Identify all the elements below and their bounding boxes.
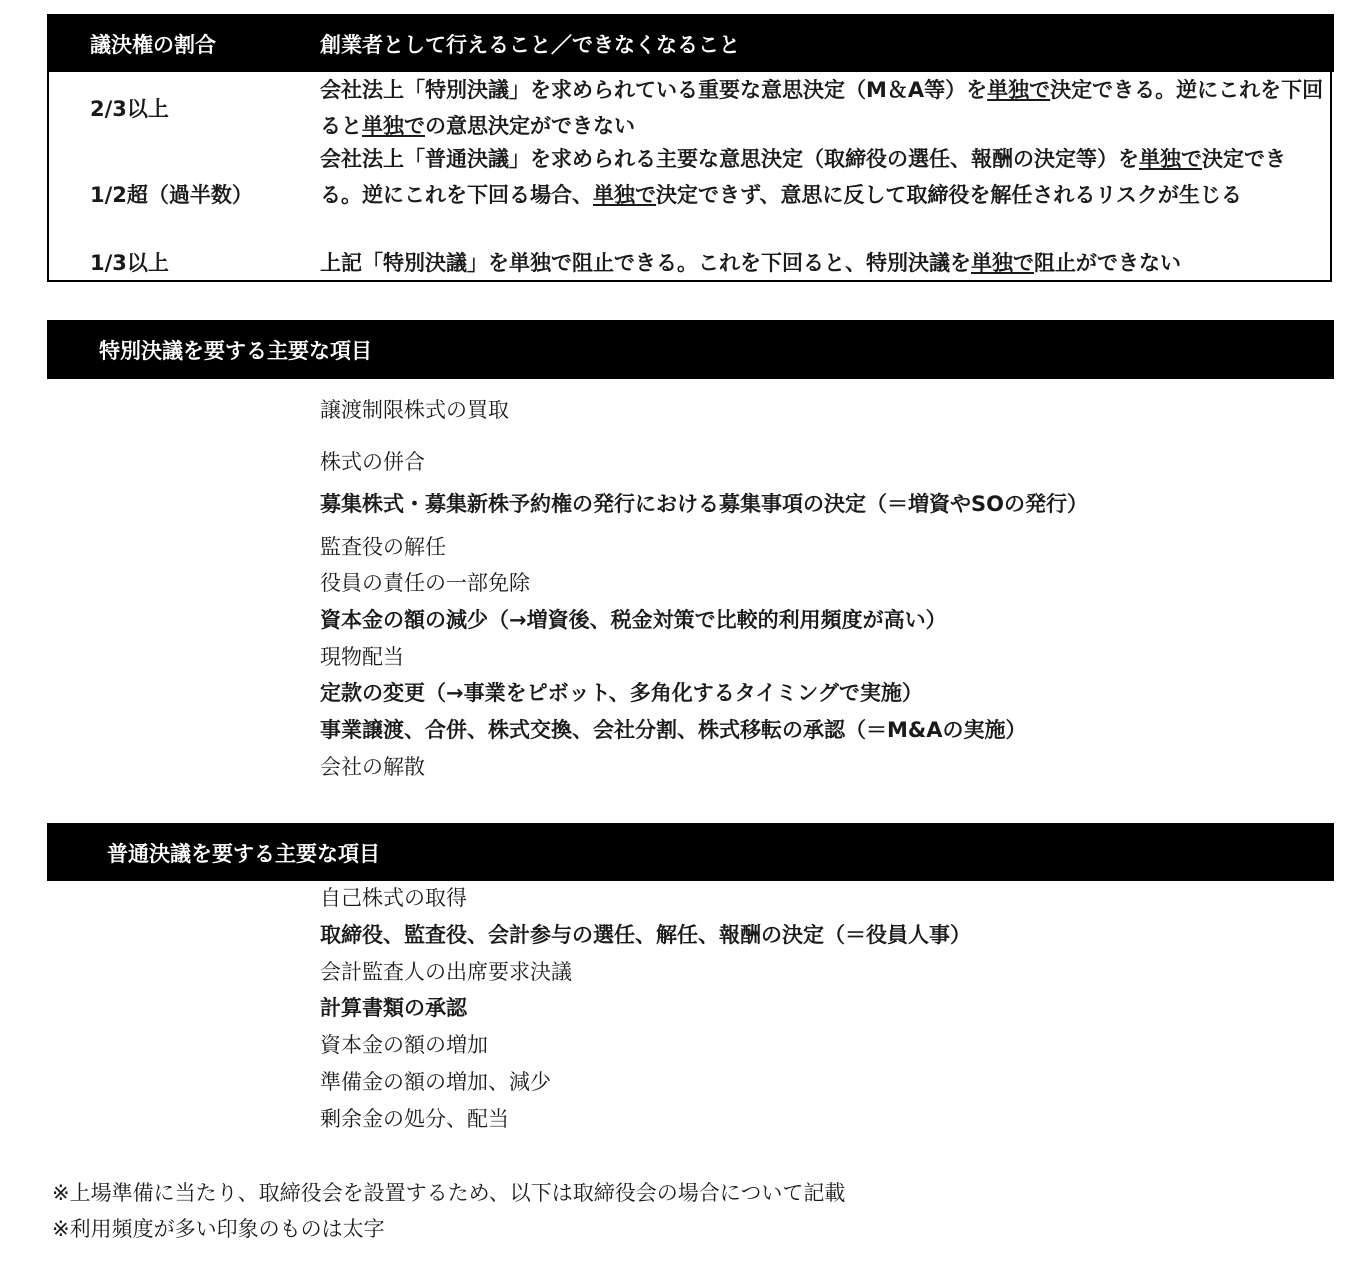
row-desc-majority <box>320 141 1325 213</box>
underlined-emphasis: 単独で <box>987 78 1051 102</box>
ordinary-item: 自己株式の取得 <box>320 886 467 910</box>
ratio-two-thirds: 2/3以上 <box>90 97 169 121</box>
ratio-majority: 1/2超（過半数） <box>90 183 253 207</box>
ordinary-item: 準備金の額の増加、減少 <box>320 1070 551 1094</box>
note-bold: ※利用頻度が多い印象のものは太字 <box>52 1217 385 1241</box>
desc-segment: 会社法上「普通決議」を求められる主要な意思決定（取締役の選任、報酬の決定等）を <box>320 147 1139 171</box>
special-item: 定款の変更（→事業をピボット、多角化するタイミングで実施） <box>320 681 923 705</box>
special-resolution-title: 特別決議を要する主要な項目 <box>99 339 372 363</box>
table-header <box>47 14 1334 72</box>
header-ratio-label: 議決権の割合 <box>90 33 216 57</box>
underlined-emphasis: 単独で <box>1139 147 1202 171</box>
row-desc-one-third <box>320 245 1325 281</box>
special-item: 譲渡制限株式の買取 <box>320 398 509 422</box>
ratio-one-third: 1/3以上 <box>90 251 169 275</box>
ordinary-item: 会計監査人の出席要求決議 <box>320 960 572 984</box>
special-item: 資本金の額の減少（→増資後、税金対策で比較的利用頻度が高い） <box>320 608 947 632</box>
desc-segment: 阻止ができない <box>1034 251 1181 275</box>
special-item: 現物配当 <box>320 645 404 669</box>
ordinary-resolution-header <box>47 823 1334 881</box>
row-desc-two-thirds <box>320 72 1325 144</box>
special-item: 募集株式・募集新株予約権の発行における募集事項の決定（＝増資やSOの発行） <box>320 492 1088 516</box>
header-description-label: 創業者として行えること／できなくなること <box>320 33 740 57</box>
desc-segment: 決定できる。逆にこれを下回ると <box>320 78 1324 138</box>
special-item: 会社の解散 <box>320 755 425 779</box>
underlined-emphasis: 単独で <box>362 114 425 138</box>
special-resolution-header <box>47 320 1334 379</box>
ordinary-item: 計算書類の承認 <box>320 996 467 1020</box>
special-item: 事業譲渡、合併、株式交換、会社分割、株式移転の承認（＝M&Aの実施） <box>320 718 1027 742</box>
ordinary-resolution-title: 普通決議を要する主要な項目 <box>107 842 380 866</box>
desc-segment: の意思決定ができない <box>425 114 635 138</box>
underlined-emphasis: 単独で <box>971 251 1034 275</box>
note-board: ※上場準備に当たり、取締役会を設置するため、以下は取締役会の場合について記載 <box>52 1181 846 1205</box>
special-item: 株式の併合 <box>320 450 425 474</box>
special-item: 役員の責任の一部免除 <box>320 571 530 595</box>
underlined-emphasis: 単独で <box>593 183 656 207</box>
special-item: 監査役の解任 <box>320 535 446 559</box>
desc-segment: 会社法上「特別決議」を求められている重要な意思決定（M＆A等）を <box>320 78 988 102</box>
desc-segment: 上記「特別決議」を単独で阻止できる。これを下回ると、特別決議を <box>320 251 971 275</box>
ordinary-item: 剰余金の処分、配当 <box>320 1107 509 1131</box>
ordinary-item: 取締役、監査役、会計参与の選任、解任、報酬の決定（＝役員人事） <box>320 923 971 947</box>
desc-segment: 決定できる。逆にこれを下回る場合、 <box>320 147 1286 207</box>
desc-segment: 決定できず、意思に反して取締役を解任されるリスクが生じる <box>656 183 1242 207</box>
ordinary-item: 資本金の額の増加 <box>320 1033 488 1057</box>
